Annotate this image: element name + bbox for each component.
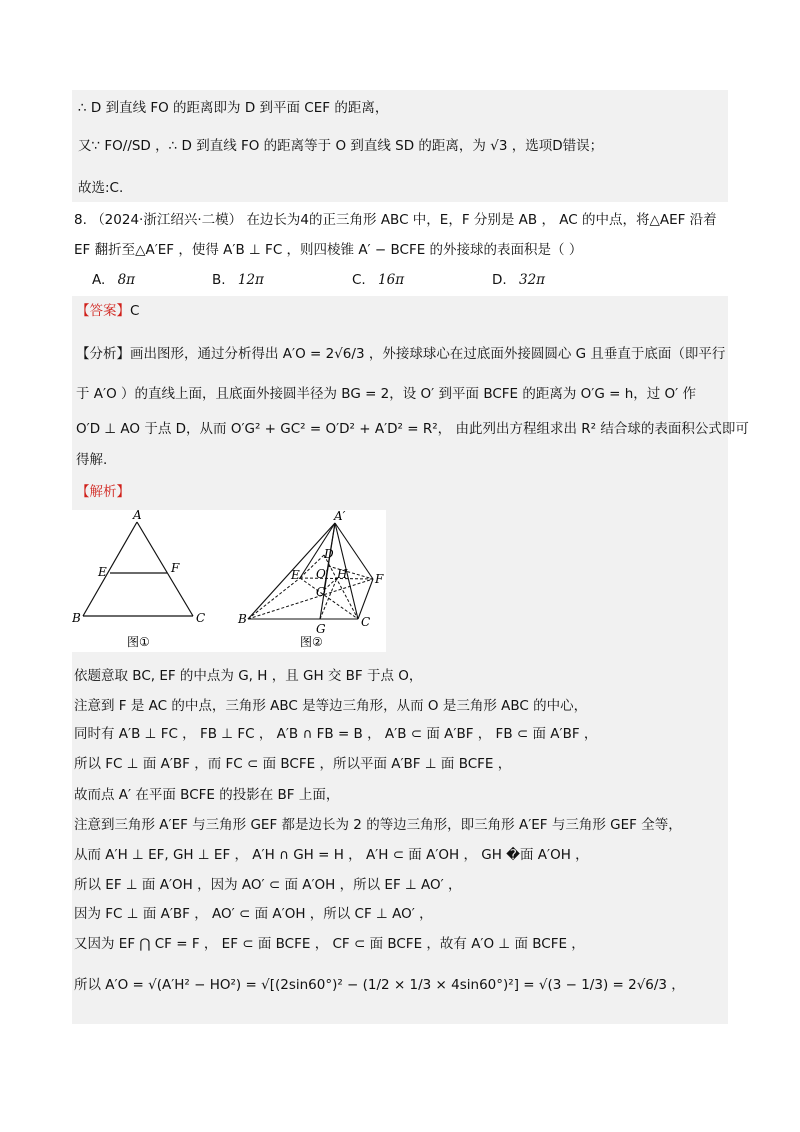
- question-stem-1: 在边长为4的正三角形 ABC 中，E，F 分别是 AB ， AC 的中点，将△AEF 沿着: [246, 212, 717, 228]
- fig1-side-ac: [137, 522, 193, 616]
- analysis-tag: 【分析】: [76, 346, 130, 362]
- fig2-label-h: H: [337, 567, 348, 581]
- question-number: 8.: [74, 212, 87, 228]
- solution-line-1: 依题意取 BC, EF 的中点为 G, H ，且 GH 交 BF 于点 O，: [74, 668, 423, 684]
- solution-line-4: 所以 FC ⊥ 面 A′BF ，而 FC ⊂ 面 BCFE ，所以平面 A′BF ⊥ 面 BCFE ，: [74, 756, 512, 772]
- fig1-label-b: B: [72, 611, 81, 625]
- fig2-label-f: F: [375, 572, 384, 586]
- fig2-label-g: G: [316, 622, 326, 636]
- solution-line-6: 注意到三角形 A′EF 与三角形 GEF 都是边长为 2 的等边三角形，即三角形 A′EF 与三角形 GEF 全等，: [74, 817, 682, 833]
- solution-line-2: 注意到 F 是 AC 的中点，三角形 ABC 是等边三角形，从而 O 是三角形 ABC 的中心，: [74, 698, 588, 714]
- fig2-label-c: C: [361, 615, 371, 629]
- fig1-side-ab: [83, 522, 137, 616]
- fig1-label-f: F: [171, 561, 180, 575]
- fig2-label-o: O: [316, 585, 326, 599]
- figure-2: [248, 523, 373, 619]
- fig2-dashed-be: [248, 578, 300, 619]
- solution-tag: 【解析】: [76, 484, 130, 500]
- fig1-caption: 图①: [127, 635, 150, 649]
- fig2-dashed-of: [328, 566, 373, 579]
- option-d[interactable]: D. 32π: [492, 272, 546, 288]
- prev-solution-line-1: ∴ D 到直线 FO 的距离即为 D 到平面 CEF 的距离，: [78, 100, 389, 116]
- solution-line-8: 所以 EF ⊥ 面 A′OH ，因为 AO′ ⊂ 面 A′OH ，所以 EF ⊥ AO′ ，: [74, 877, 462, 893]
- option-a[interactable]: A. 8π: [92, 272, 136, 288]
- analysis-line-2: 于 A′O ）的直线上面，且底面外接圆半径为 BG = 2，设 O′ 到平面 BCFE 的距离为 O′G = h，过 O′ 作: [76, 386, 697, 402]
- analysis-line-1: 【分析】画出图形，通过分析得出 A′O = 2√6/3 ，外接球球心在过底面外接圆圆心 G 且垂直于底面（即平行: [76, 346, 726, 362]
- analysis-line-3: O′D ⊥ AO 于点 D，从而 O′G² + GC² = O′D² + A′D² = R²， 由此列出方程组求出 R² 结合球的表面积公式即可: [76, 421, 749, 437]
- fig1-label-e: E: [98, 565, 107, 579]
- option-b[interactable]: B. 12π: [212, 272, 264, 288]
- prev-solution-line-2: 又∵ FO//SD ，∴ D 到直线 FO 的距离等于 O 到直线 SD 的距离，为 √3 ，选项D错误；: [78, 138, 604, 154]
- fig2-label-d: D: [324, 547, 334, 561]
- question-line-1: [74, 210, 717, 230]
- fig2-label-a-prime: A′: [334, 510, 346, 523]
- geometry-figure: [72, 510, 386, 652]
- question-source: （2024·浙江绍兴·二模）: [91, 212, 243, 228]
- answer-line: [76, 301, 139, 321]
- fig1-label-a: A: [133, 510, 142, 522]
- fig2-label-b: B: [238, 612, 247, 626]
- answer-tag: 【答案】: [76, 303, 130, 319]
- solution-line-10: 又因为 EF ⋂ CF = F ， EF ⊂ 面 BCFE ， CF ⊂ 面 BCFE ，故有 A′O ⊥ 面 BCFE ，: [74, 936, 585, 952]
- option-c[interactable]: C. 16π: [352, 272, 405, 288]
- solution-line-7: 从而 A′H ⊥ EF, GH ⊥ EF ， A′H ∩ GH = H ， A′H ⊂ 面 A′OH ， GH �面 A′OH ，: [74, 847, 589, 863]
- fig2-label-o-prime: O′: [316, 567, 329, 581]
- fig2-dashed-oc: [324, 555, 358, 619]
- solution-line-9: 因为 FC ⊥ 面 A′BF ， AO′ ⊂ 面 A′OH ，所以 CF ⊥ AO′ ，: [74, 906, 433, 922]
- solution-line-11: 所以 A′O = √(A′H² − HO²) = √[(2sin60°)² − (1/2 × 1/3 × 4sin60°)²] = √(3 − 1/3) = 2√6/3 ，: [74, 977, 685, 993]
- answer-value: C: [130, 303, 140, 319]
- fig2-edge-cf: [358, 579, 373, 619]
- fig1-label-c: C: [196, 611, 206, 625]
- prev-solution-conclusion: 故选:C.: [78, 180, 124, 196]
- analysis-line-4: 得解.: [76, 452, 108, 468]
- solution-line-3: 同时有 A′B ⊥ FC ， FB ⊥ FC ， A′B ∩ FB = B ， A′B ⊂ 面 A′BF ， FB ⊂ 面 A′BF ，: [74, 726, 598, 742]
- question-stem-2: EF 翻折至△A′EF ，使得 A′B ⊥ FC ，则四棱锥 A′ − BCFE 的外接球的表面积是（ ）: [74, 242, 583, 258]
- fig2-label-e: E: [291, 568, 300, 582]
- solution-line-5: 故而点 A′ 在平面 BCFE 的投影在 BF 上面，: [74, 787, 340, 803]
- fig2-caption: 图②: [300, 635, 323, 649]
